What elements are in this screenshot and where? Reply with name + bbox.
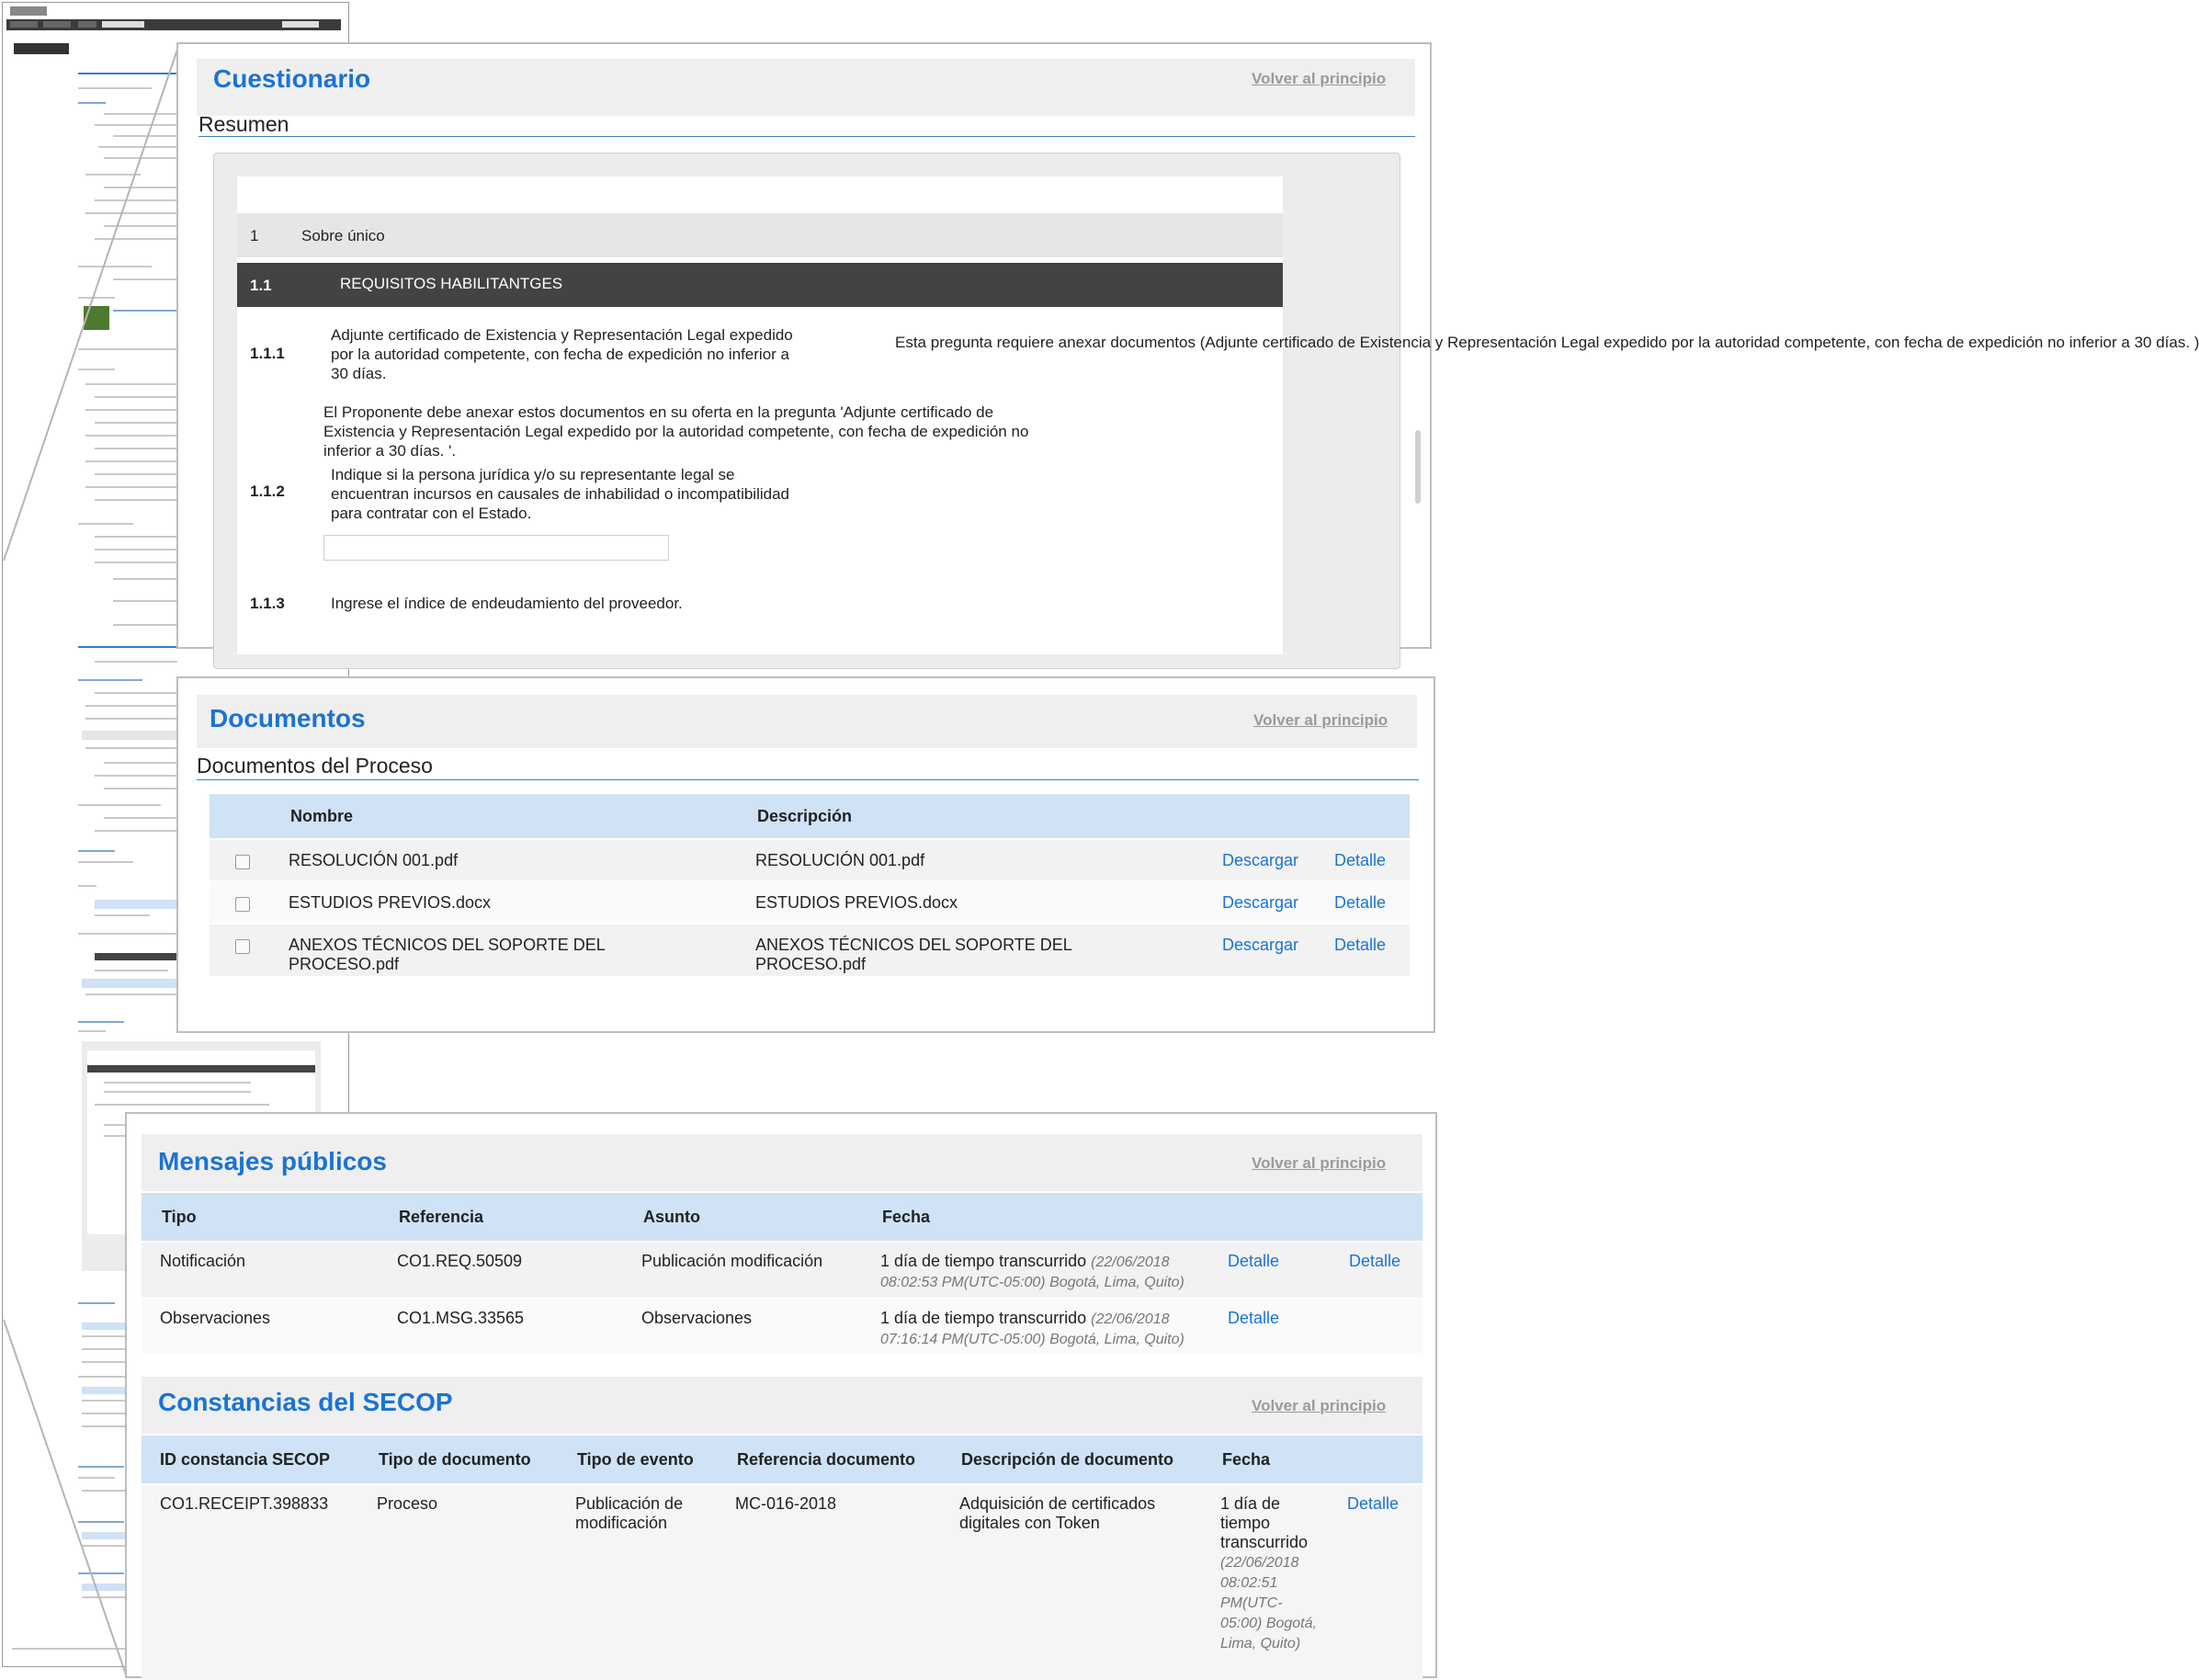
documentos-rule	[197, 779, 1419, 780]
q2-answer-field[interactable]	[323, 535, 669, 561]
cuestionario-panel	[176, 42, 2199, 649]
constancia-desc-doc: Adquisición de certificados digitales con Token	[959, 1494, 1156, 1532]
doc-nombre: ESTUDIOS PREVIOS.docx	[289, 893, 492, 912]
msg-tipo: Observaciones	[160, 1309, 271, 1327]
msg-fecha-detail: (22/06/2018 08:02:53 PM(UTC-05:00) Bogotá, Lima, Quito)	[880, 1254, 1185, 1290]
msg-tipo: Notificación	[160, 1252, 246, 1270]
sobre-row	[237, 213, 1283, 257]
constancias-col-fecha: Fecha	[1222, 1450, 1271, 1469]
group-number: 1.1	[250, 277, 272, 294]
constancia-fecha	[1220, 1494, 1321, 1653]
mensajes-constancias-panel	[125, 1112, 1437, 1678]
msg-fecha-detail: (22/06/2018 07:16:14 PM(UTC-05:00) Bogotá, Lima, Quito)	[880, 1311, 1185, 1347]
msg-detail-link[interactable]: Detalle	[1228, 1309, 1280, 1327]
doc-nombre: ANEXOS TÉCNICOS DEL SOPORTE DEL PROCESO.pdf	[289, 936, 606, 973]
sobre-number: 1	[250, 227, 259, 244]
documentos-panel	[176, 676, 1435, 1033]
row-checkbox[interactable]	[235, 897, 250, 912]
msg-fecha	[880, 1309, 1193, 1349]
constancias-col-tipo-evento: Tipo de evento	[577, 1450, 694, 1469]
download-link[interactable]: Descargar	[1222, 936, 1299, 954]
q1-number: 1.1.1	[250, 345, 285, 362]
msg-fecha-elapsed: 1 día de tiempo transcurrido	[880, 1309, 1087, 1327]
detail-link[interactable]: Detalle	[1334, 851, 1387, 869]
detail-link[interactable]: Detalle	[1334, 893, 1387, 912]
group-label: REQUISITOS HABILITANTGES	[340, 275, 563, 292]
doc-descripcion: ESTUDIOS PREVIOS.docx	[755, 893, 958, 912]
q1-text: Adjunte certificado de Existencia y Representación Legal expedido por la autoridad competente, con fecha de expedición no inferior a 30 días.	[331, 326, 793, 382]
cuestionario-back-link[interactable]: Volver al principio	[1252, 70, 1387, 87]
mensajes-back-link[interactable]: Volver al principio	[1252, 1154, 1387, 1172]
constancia-ref-doc: MC-016-2018	[735, 1494, 837, 1513]
constancia-id: CO1.RECEIPT.398833	[160, 1494, 329, 1513]
msg-asunto: Observaciones	[641, 1309, 753, 1327]
constancia-fecha-elapsed: 1 día de tiempo transcurrido	[1220, 1494, 1309, 1551]
q1-instruction: El Proponente debe anexar estos documentos en su oferta en la pregunta 'Adjunte certificado de Existencia y Representación Legal expedido por la autoridad competente, con fecha de expedición no inferior a 30 días. '.	[323, 403, 1029, 460]
constancia-detail-link[interactable]: Detalle	[1347, 1494, 1400, 1513]
msg-detail-link-secondary[interactable]: Detalle	[1349, 1252, 1401, 1270]
doc-nombre: RESOLUCIÓN 001.pdf	[289, 851, 459, 869]
documentos-title: Documentos	[210, 704, 366, 732]
documentos-back-link[interactable]: Volver al principio	[1253, 711, 1389, 729]
msg-asunto: Publicación modificación	[641, 1252, 823, 1270]
documentos-header	[197, 695, 1417, 748]
doc-descripcion: ANEXOS TÉCNICOS DEL SOPORTE DEL PROCESO.pdf	[755, 936, 1072, 973]
msg-fecha-elapsed: 1 día de tiempo transcurrido	[880, 1252, 1087, 1270]
cuestionario-rule	[198, 136, 1415, 137]
documentos-subtitle: Documentos del Proceso	[197, 754, 433, 778]
mensajes-col-fecha: Fecha	[882, 1208, 931, 1226]
documentos-col-nombre: Nombre	[290, 807, 354, 825]
sobre-label: Sobre único	[301, 227, 385, 244]
q3-text: Ingrese el índice de endeudamiento del proveedor.	[331, 595, 683, 612]
q1-note: Esta pregunta requiere anexar documentos (Adjunte certificado de Existencia y Representación Legal expedido por la autoridad competente, con fecha de expedición no inferior a 30 días. )	[895, 334, 2199, 351]
detail-link[interactable]: Detalle	[1334, 936, 1387, 954]
constancia-fecha-detail: (22/06/2018 08:02:51 PM(UTC-05:00) Bogotá, Lima, Quito)	[1220, 1555, 1317, 1652]
msg-referencia: CO1.REQ.50509	[397, 1252, 523, 1270]
doc-descripcion: RESOLUCIÓN 001.pdf	[755, 851, 925, 869]
constancia-tipo-doc: Proceso	[377, 1494, 438, 1513]
row-checkbox[interactable]	[235, 939, 250, 954]
constancias-title: Constancias del SECOP	[158, 1388, 453, 1416]
q2-number: 1.1.2	[250, 482, 285, 500]
download-link[interactable]: Descargar	[1222, 851, 1299, 869]
row-checkbox[interactable]	[235, 855, 250, 869]
documentos-col-descripcion: Descripción	[757, 807, 853, 825]
download-link[interactable]: Descargar	[1222, 893, 1299, 912]
cuestionario-title: Cuestionario	[213, 64, 371, 93]
mensajes-table-header	[142, 1193, 1423, 1241]
msg-detail-link[interactable]: Detalle	[1228, 1252, 1280, 1270]
cuestionario-scrollbar[interactable]	[1415, 430, 1421, 504]
constancias-col-ref-doc: Referencia documento	[737, 1450, 916, 1469]
msg-referencia: CO1.MSG.33565	[397, 1309, 525, 1327]
q3-number: 1.1.3	[250, 595, 285, 612]
constancias-col-id: ID constancia SECOP	[160, 1450, 331, 1469]
mensajes-col-referencia: Referencia	[399, 1208, 484, 1226]
constancias-col-tipo-doc: Tipo de documento	[379, 1450, 531, 1469]
constancias-back-link[interactable]: Volver al principio	[1252, 1397, 1387, 1414]
mensajes-title: Mensajes públicos	[158, 1147, 387, 1175]
cuestionario-subtitle: Resumen	[198, 112, 289, 136]
mensajes-col-asunto: Asunto	[643, 1208, 700, 1226]
constancia-tipo-evento: Publicación de modificación	[575, 1494, 684, 1532]
constancias-col-desc-doc: Descripción de documento	[961, 1450, 1174, 1469]
mensajes-col-tipo: Tipo	[162, 1208, 197, 1226]
q2-text: Indique si la persona jurídica y/o su representante legal se encuentran incursos en causales de inhabilidad o incompatibilidad para contratar con el Estado.	[331, 466, 789, 522]
cuestionario-header	[197, 59, 1415, 116]
msg-fecha	[880, 1252, 1193, 1292]
